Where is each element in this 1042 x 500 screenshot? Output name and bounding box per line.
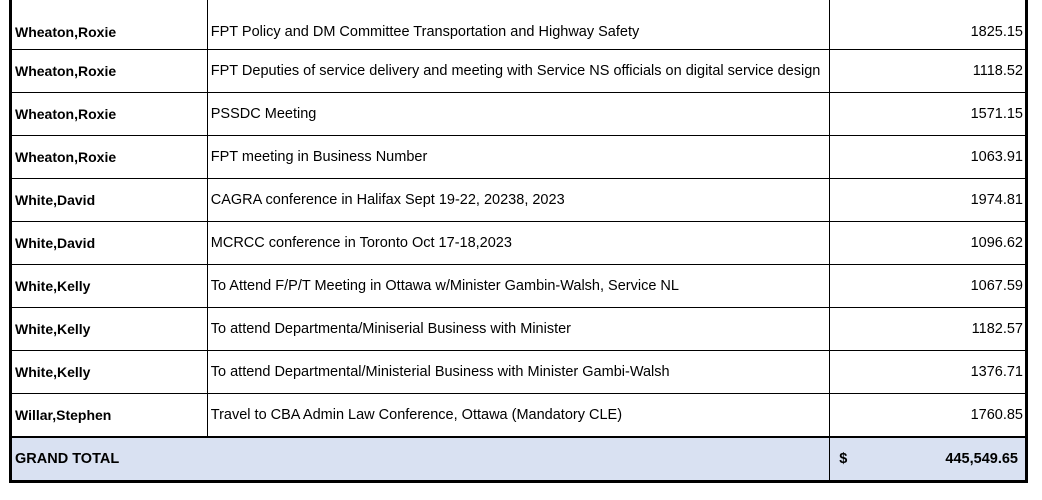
purpose-cell[interactable]: To attend Departmenta/Miniserial Business with Minister: [207, 308, 829, 351]
expense-table-body: [11, 0, 1027, 482]
traveller-name-cell[interactable]: Wheaton,Roxie: [11, 136, 208, 179]
purpose-cell[interactable]: Travel to CBA Admin Law Conference, Ottawa (Mandatory CLE): [207, 394, 829, 438]
amount-cell[interactable]: 1096.62: [830, 222, 1027, 265]
expense-table: [9, 0, 1028, 483]
purpose-cell[interactable]: FPT Policy and DM Committee Transportation and Highway Safety: [207, 0, 829, 50]
table-row[interactable]: [11, 222, 1027, 265]
traveller-name-cell[interactable]: White,Kelly: [11, 308, 208, 351]
grand-total-label[interactable]: GRAND TOTAL: [11, 437, 208, 482]
grand-total-row[interactable]: [11, 437, 1027, 482]
table-row[interactable]: [11, 50, 1027, 93]
currency-symbol: $: [839, 450, 848, 467]
table-row[interactable]: [11, 93, 1027, 136]
grand-total-amount: 445,549.65: [945, 450, 1018, 467]
amount-cell[interactable]: 1182.57: [830, 308, 1027, 351]
amount-cell[interactable]: 1063.91: [830, 136, 1027, 179]
table-row[interactable]: [11, 394, 1027, 438]
table-row[interactable]: [11, 136, 1027, 179]
purpose-cell[interactable]: To Attend F/P/T Meeting in Ottawa w/Minister Gambin-Walsh, Service NL: [207, 265, 829, 308]
table-row[interactable]: [11, 0, 1027, 50]
purpose-cell[interactable]: MCRCC conference in Toronto Oct 17-18,2023: [207, 222, 829, 265]
amount-cell[interactable]: 1760.85: [830, 394, 1027, 438]
table-row[interactable]: [11, 351, 1027, 394]
amount-cell[interactable]: 1825.15: [830, 0, 1027, 50]
traveller-name-cell[interactable]: Willar,Stephen: [11, 394, 208, 438]
traveller-name-cell[interactable]: White,Kelly: [11, 265, 208, 308]
amount-cell[interactable]: 1118.52: [830, 50, 1027, 93]
grand-total-amount-cell[interactable]: [830, 437, 1027, 482]
traveller-name-cell[interactable]: White,Kelly: [11, 351, 208, 394]
purpose-cell[interactable]: PSSDC Meeting: [207, 93, 829, 136]
traveller-name-cell[interactable]: Wheaton,Roxie: [11, 93, 208, 136]
amount-cell[interactable]: 1974.81: [830, 179, 1027, 222]
amount-cell[interactable]: 1067.59: [830, 265, 1027, 308]
traveller-name-cell[interactable]: White,David: [11, 222, 208, 265]
traveller-name-cell[interactable]: Wheaton,Roxie: [11, 0, 208, 50]
table-row[interactable]: [11, 179, 1027, 222]
traveller-name-cell[interactable]: Wheaton,Roxie: [11, 50, 208, 93]
purpose-cell[interactable]: CAGRA conference in Halifax Sept 19-22, 20238, 2023: [207, 179, 829, 222]
amount-cell[interactable]: 1376.71: [830, 351, 1027, 394]
purpose-cell[interactable]: To attend Departmental/Ministerial Business with Minister Gambi-Walsh: [207, 351, 829, 394]
table-row[interactable]: [11, 265, 1027, 308]
grand-total-spacer-cell[interactable]: [207, 437, 829, 482]
grand-total-amount-wrapper: [833, 449, 1022, 470]
traveller-name-cell[interactable]: White,David: [11, 179, 208, 222]
purpose-cell[interactable]: FPT meeting in Business Number: [207, 136, 829, 179]
table-row[interactable]: [11, 308, 1027, 351]
purpose-cell[interactable]: FPT Deputies of service delivery and meeting with Service NS officials on digital service design: [207, 50, 829, 93]
amount-cell[interactable]: 1571.15: [830, 93, 1027, 136]
